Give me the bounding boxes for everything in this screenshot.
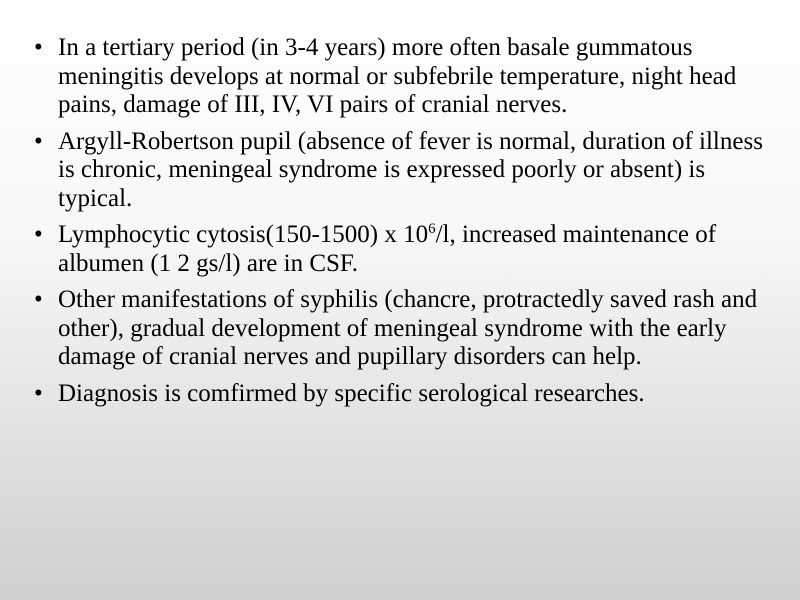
bullet-item-other-manifestations bbox=[34, 286, 774, 372]
bullet-item-argyll-robertson bbox=[34, 128, 774, 214]
bullet-marker: • bbox=[34, 286, 43, 313]
bullet-text: In a tertiary period (in 3-4 years) more often basale gummatous meningitis develops at normal or subfebrile temperature, night head pains, damage of III, IV, VI pairs of cranial nerves. bbox=[58, 34, 737, 118]
bullet-item-tertiary-period bbox=[34, 34, 774, 120]
bullet-marker: • bbox=[34, 34, 43, 61]
bullet-marker: • bbox=[34, 221, 43, 248]
exponent: 6 bbox=[428, 221, 436, 237]
bullet-item-diagnosis bbox=[34, 380, 774, 409]
bullet-text bbox=[58, 221, 716, 277]
bullet-list bbox=[34, 34, 774, 416]
bullet-marker: • bbox=[34, 127, 43, 155]
bullet-text: Other manifestations of syphilis (chancre, protractedly saved rash and other), gradual development of meningeal syndrome with the early damage of cranial nerves and pupillary disorders can help. bbox=[58, 286, 758, 370]
bullet-item-lymphocytic-cytosis bbox=[34, 221, 774, 278]
bullet-text: Argyll-Robertson pupil (absence of fever is normal, duration of illness is chronic, meningeal syndrome is expressed poorly or absent) is typical. bbox=[58, 127, 763, 212]
bullet-text-pre: Lymphocytic cytosis(150-1500) x 10 bbox=[58, 221, 429, 248]
bullet-text-post: /l, increased maintenance of albumen (1 2 gs/l) are in CSF. bbox=[58, 221, 717, 277]
bullet-text: Diagnosis is comfirmed by specific serological researches. bbox=[58, 379, 645, 407]
bullet-marker: • bbox=[34, 379, 43, 407]
